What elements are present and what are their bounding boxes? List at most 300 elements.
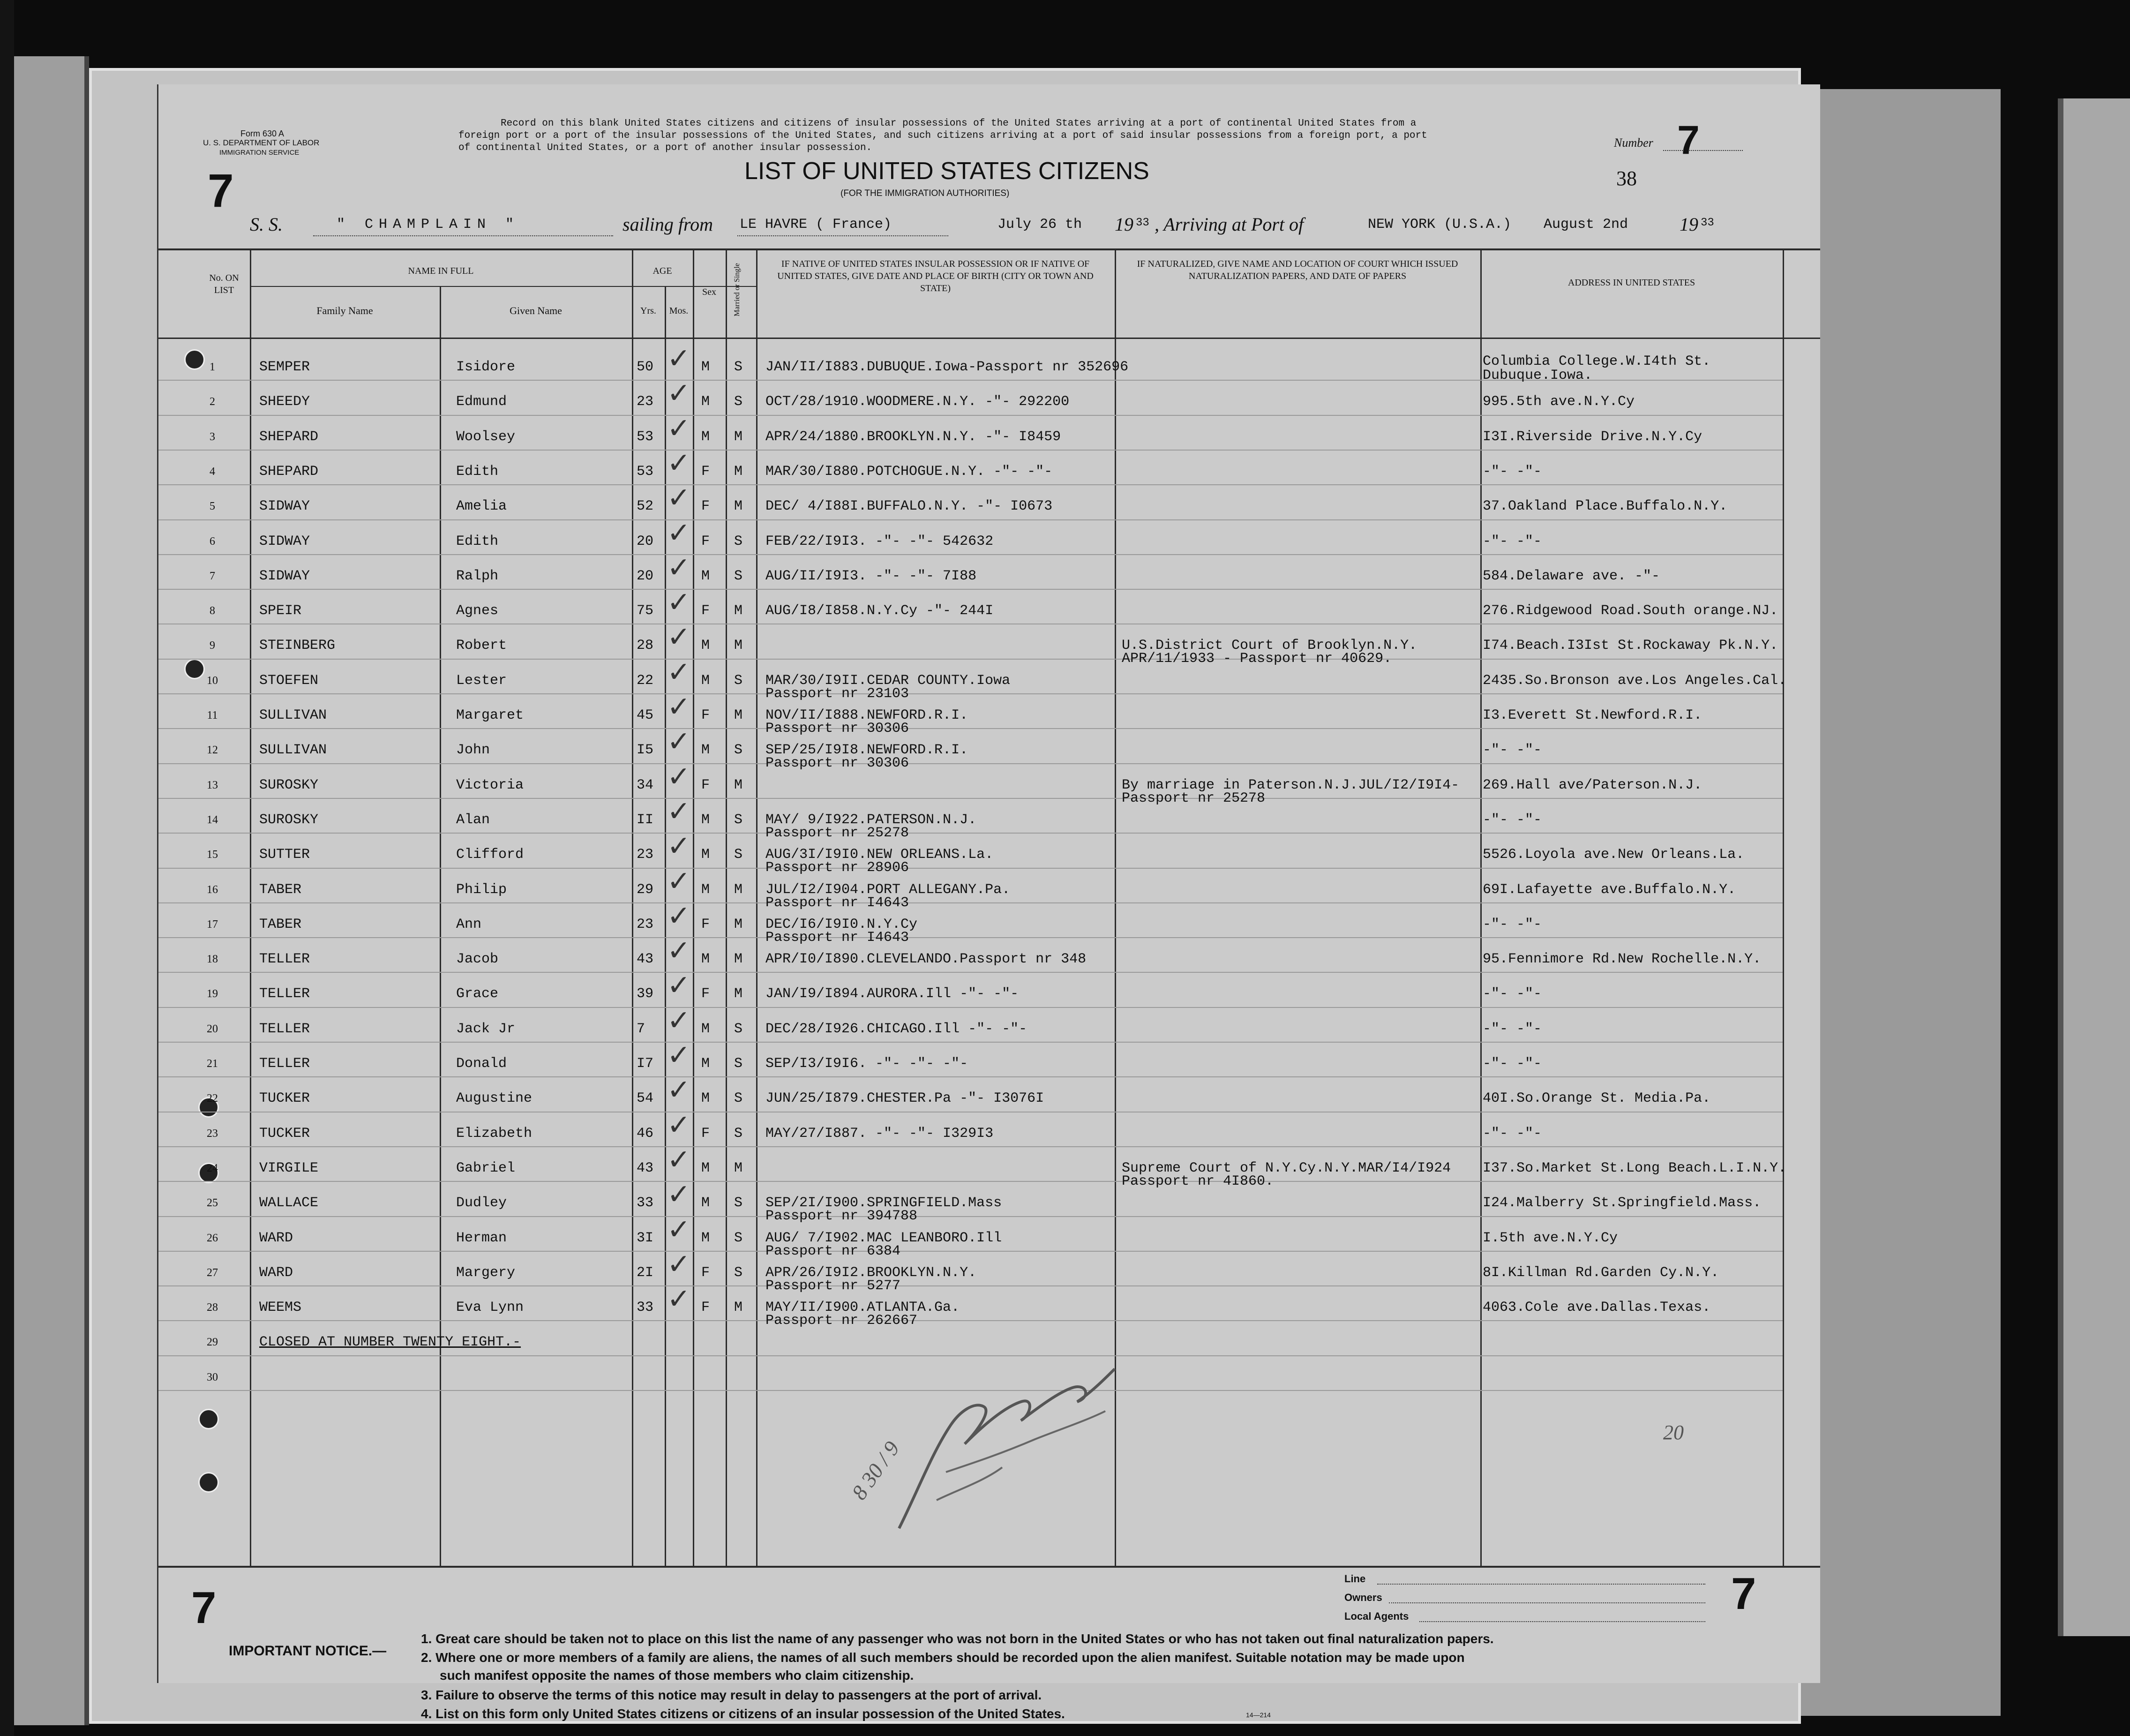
birth-info: OCT/28/1910.WOODMERE.N.Y. -"- 292200: [765, 394, 1070, 410]
given-name: Woolsey: [456, 428, 516, 445]
tick-mark: ✓: [667, 899, 691, 932]
birth-info-line2: Passport nr 6384: [765, 1243, 901, 1259]
header-native: IF NATIVE OF UNITED STATES INSULAR POSSESSION OR IF NATIVE OF UNITED STATES, GIVE DATE AND PLACE OF BIRTH (CITY OR TOWN AND STATE): [777, 259, 1094, 293]
sex: M: [701, 1160, 710, 1176]
table-row-rule: [158, 728, 1783, 729]
family-name: WEEMS: [259, 1300, 302, 1316]
age-years: 23: [637, 916, 654, 932]
marital-status: M: [734, 638, 743, 654]
tick-mark: ✓: [667, 1213, 691, 1246]
birth-info: FEB/22/I9I3. -"- -"- 542632: [765, 533, 994, 549]
given-name: Herman: [456, 1230, 507, 1246]
birth-info-line2: Passport nr 5277: [765, 1278, 901, 1294]
intro-line2: foreign port or a port of the insular possessions of the United States, and such citizens arriving at a port of said insular possessions from a foreign port, a port: [458, 130, 1427, 141]
birth-info: JUL/I2/I904.PORT ALLEGANY.Pa.: [765, 881, 1011, 898]
us-address: -"- -"-: [1483, 742, 1542, 759]
tick-mark: ✓: [667, 1283, 691, 1316]
tick-mark: ✓: [667, 795, 691, 828]
tick-mark: ✓: [667, 934, 691, 968]
us-address: 37.Oakland Place.Buffalo.N.Y.: [1483, 498, 1728, 515]
sex: M: [701, 428, 710, 445]
family-name: TUCKER: [259, 1090, 310, 1107]
year-suffix-2: 33: [1701, 217, 1714, 229]
age-years: I7: [637, 1056, 654, 1072]
to-port: NEW YORK (U.S.A.): [1368, 217, 1512, 233]
birth-info-line2: Passport nr 30306: [765, 755, 909, 772]
marital-status: S: [734, 1195, 743, 1211]
row-number: 5: [210, 500, 215, 513]
family-name: SIDWAY: [259, 568, 310, 584]
birth-info: AUG/ 7/I902.MAC LEANBORO.Ill: [765, 1230, 1002, 1246]
given-name: Robert: [456, 638, 507, 654]
birth-info: MAR/30/I880.POTCHOGUE.N.Y. -"- -"-: [765, 463, 1053, 480]
col-rule: [1783, 248, 1784, 1566]
sheet-number-left: 7: [208, 165, 234, 217]
family-name: CLOSED AT NUMBER TWENTY EIGHT.-: [259, 1334, 521, 1351]
tick-mark: ✓: [667, 1143, 691, 1176]
table-row-rule: [158, 868, 1783, 869]
us-address-line2: Dubuque.Iowa.: [1483, 368, 1593, 383]
table-row-rule: [158, 1007, 1783, 1008]
pencil-note: 20: [1663, 1421, 1684, 1444]
table-row-rule: [158, 659, 1783, 660]
sex: M: [701, 1230, 710, 1246]
notice-2a: 2. Where one or more members of a family are aliens, the names of all such members should be recorded upon the alien manifest. Suitable notation may be made upon: [421, 1650, 1465, 1665]
family-name: SEMPER: [259, 359, 310, 375]
given-name: Grace: [456, 986, 499, 1002]
table-row-rule: [158, 519, 1783, 520]
age-years: 23: [637, 847, 654, 863]
ship-name: " CHAMPLAIN ": [337, 217, 520, 233]
row-number: 16: [207, 883, 218, 896]
us-address: -"- -"-: [1483, 916, 1542, 932]
us-address: 995.5th ave.N.Y.Cy: [1483, 394, 1635, 410]
sex: F: [701, 533, 710, 549]
row-number: 1: [210, 361, 215, 373]
row-number: 6: [210, 535, 215, 548]
header-naturalized: IF NATURALIZED, GIVE NAME AND LOCATION OF COURT WHICH ISSUED NATURALIZATION PAPERS, AND DATE OF PAPERS: [1137, 259, 1458, 281]
header-address: ADDRESS IN UNITED STATES: [1568, 278, 1695, 288]
age-years: 28: [637, 638, 654, 654]
col-rule: [756, 248, 758, 1566]
tick-mark: ✓: [667, 516, 691, 549]
birth-info: DEC/ 4/I88I.BUFFALO.N.Y. -"- I0673: [765, 498, 1053, 515]
sex: F: [701, 986, 710, 1002]
agents-label: Local Agents: [1344, 1610, 1409, 1622]
age-years: 20: [637, 533, 654, 549]
row-number: 14: [207, 813, 218, 826]
col-rule: [440, 286, 441, 1566]
notice-title: IMPORTANT NOTICE.—: [229, 1643, 387, 1659]
family-name: TUCKER: [259, 1125, 310, 1142]
birth-info: AUG/3I/I9I0.NEW ORLEANS.La.: [765, 847, 994, 863]
table-row-rule: [158, 1285, 1783, 1286]
sex: M: [701, 1021, 710, 1037]
signature-drawing: [880, 1350, 1124, 1547]
adjacent-page-left: [14, 56, 89, 1725]
us-address: 69I.Lafayette ave.Buffalo.N.Y.: [1483, 881, 1736, 898]
marital-status: M: [734, 463, 743, 480]
birth-info-line2: Passport nr 394788: [765, 1208, 918, 1225]
header-married-single: Married or Single: [733, 263, 741, 316]
family-name: SULLIVAN: [259, 742, 327, 759]
sex: M: [701, 812, 710, 828]
marital-status: M: [734, 603, 743, 619]
table-row-rule: [158, 484, 1783, 485]
given-name: Clifford: [456, 847, 524, 863]
table-row-rule: [158, 1042, 1783, 1043]
us-address: Columbia College.W.I4th St.: [1483, 353, 1711, 369]
us-address: I3.Everett St.Newford.R.I.: [1483, 707, 1702, 723]
us-address: I74.Beach.I3Ist St.Rockaway Pk.N.Y.: [1483, 638, 1778, 654]
header-mos: Mos.: [669, 306, 689, 316]
table-row-rule: [158, 1216, 1783, 1217]
sex: F: [701, 1300, 710, 1316]
header-bottom-rule: [158, 338, 1820, 339]
page-subtitle: (FOR THE IMMIGRATION AUTHORITIES): [840, 188, 1010, 198]
sex: F: [701, 463, 710, 480]
row-number: 23: [207, 1127, 218, 1140]
marital-status: M: [734, 881, 743, 898]
marital-status: M: [734, 1300, 743, 1316]
tick-mark: ✓: [667, 830, 691, 863]
tick-mark: ✓: [667, 655, 691, 689]
age-years: 43: [637, 1160, 654, 1176]
header-given-name: Given Name: [510, 305, 562, 316]
tick-mark: ✓: [667, 725, 691, 759]
birth-info: APR/26/I9I2.BROOKLYN.N.Y.: [765, 1264, 977, 1281]
age-years: II: [637, 812, 654, 828]
marital-status: S: [734, 1090, 743, 1107]
birth-info: JAN/II/I883.DUBUQUE.Iowa-Passport nr 352696: [765, 359, 1129, 375]
age-years: 53: [637, 428, 654, 445]
intro-line1: Record on this blank United States citizens and citizens of insular possessions of the United States arriving at a port of continental United States from a: [501, 118, 1417, 129]
tick-mark: ✓: [667, 1074, 691, 1107]
row-number: 17: [207, 918, 218, 931]
name-header-rule: [250, 286, 756, 287]
birth-info: SEP/2I/I900.SPRINGFIELD.Mass: [765, 1195, 1002, 1211]
family-name: WARD: [259, 1230, 293, 1246]
table-row-rule: [158, 589, 1783, 590]
sex: M: [701, 1056, 710, 1072]
marital-status: S: [734, 533, 743, 549]
tick-mark: ✓: [667, 1108, 691, 1142]
sex: M: [701, 672, 710, 689]
sex: M: [701, 881, 710, 898]
notice-3: 3. Failure to observe the terms of this notice may result in delay to passengers at the port of arrival.: [421, 1688, 1042, 1702]
birth-info: APR/I0/I890.CLEVELANDO.Passport nr 348: [765, 951, 1087, 968]
sex: M: [701, 394, 710, 410]
marital-status: S: [734, 1021, 743, 1037]
naturalization-info: Supreme Court of N.Y.Cy.N.Y.MAR/I4/I924: [1122, 1160, 1451, 1176]
row-number: 29: [207, 1336, 218, 1349]
given-name: Donald: [456, 1056, 507, 1072]
naturalization-info-line2: Passport nr 4I860.: [1122, 1173, 1274, 1189]
marital-status: S: [734, 359, 743, 375]
marital-status: M: [734, 498, 743, 515]
age-years: 33: [637, 1300, 654, 1316]
sex: F: [701, 777, 710, 793]
birth-info-line2: Passport nr I4643: [765, 894, 909, 911]
family-name: SPEIR: [259, 603, 302, 619]
sex: M: [701, 1090, 710, 1107]
table-top-rule: [158, 248, 1820, 250]
marital-status: S: [734, 1230, 743, 1246]
ship-underline: [313, 235, 613, 236]
row-number: 18: [207, 953, 218, 966]
page-stamp: 38: [1616, 167, 1637, 190]
notice-1: 1. Great care should be taken not to place on this list the name of any passenger who was not born in the United States or who has not taken out final naturalization papers.: [421, 1631, 1494, 1646]
from-port: LE HAVRE ( France): [740, 217, 892, 233]
naturalization-info: U.S.District Court of Brooklyn.N.Y.: [1122, 638, 1418, 654]
birth-info: MAY/27/I887. -"- -"- I329I3: [765, 1125, 994, 1142]
family-name: TELLER: [259, 1056, 310, 1072]
table-row-rule: [158, 1076, 1783, 1077]
us-address: -"- -"-: [1483, 812, 1542, 828]
birth-info: MAY/ 9/I922.PATERSON.N.J.: [765, 812, 977, 828]
row-number: 8: [210, 605, 215, 617]
sex: F: [701, 1264, 710, 1281]
row-number: 12: [207, 744, 218, 757]
col-rule: [1480, 248, 1482, 1566]
table-bottom-rule: [158, 1566, 1820, 1568]
form-id-line2: U. S. DEPARTMENT OF LABOR: [203, 138, 320, 147]
row-number: 21: [207, 1058, 218, 1070]
birth-info-line2: Passport nr 23103: [765, 685, 909, 702]
us-address: 2435.So.Bronson ave.Los Angeles.Cal.: [1483, 672, 1787, 689]
given-name: Jacob: [456, 951, 499, 968]
table-row-rule: [158, 450, 1783, 451]
sex: M: [701, 847, 710, 863]
marital-status: M: [734, 777, 743, 793]
form-id-line3: IMMIGRATION SERVICE: [219, 149, 300, 157]
header-sex: Sex: [702, 287, 716, 297]
tick-mark: ✓: [667, 481, 691, 515]
sheet-number-bottom-right: 7: [1731, 1569, 1756, 1619]
notice-2b: such manifest opposite the names of those members who claim citizenship.: [440, 1668, 914, 1683]
tick-mark: ✓: [667, 342, 691, 375]
table-row-rule: [158, 1320, 1783, 1321]
birth-info: JUN/25/I879.CHESTER.Pa -"- I3076I: [765, 1090, 1044, 1107]
sex: M: [701, 359, 710, 375]
us-address: I37.So.Market St.Long Beach.L.I.N.Y.: [1483, 1160, 1787, 1176]
us-address: -"- -"-: [1483, 1125, 1542, 1142]
row-number: 28: [207, 1301, 218, 1314]
tick-mark: ✓: [667, 412, 691, 445]
sex: M: [701, 951, 710, 968]
given-name: Margery: [456, 1264, 516, 1281]
age-years: 20: [637, 568, 654, 584]
birth-info-line2: Passport nr 28906: [765, 860, 909, 876]
birth-info: SEP/I3/I9I6. -"- -"- -"-: [765, 1056, 968, 1072]
number-underline: [1663, 150, 1743, 151]
left-margin-dark: [0, 0, 14, 1736]
family-name: STEINBERG: [259, 638, 336, 654]
sail-date: July 26 th: [998, 217, 1082, 233]
adjacent-page-right: [2058, 98, 2130, 1636]
table-row-rule: [158, 798, 1783, 799]
manifest-sheet: [157, 84, 1820, 1721]
notice-4: 4. List on this form only United States citizens or citizens of an insular possession of the United States.: [421, 1706, 1065, 1721]
row-number: 13: [207, 779, 218, 791]
family-name: TELLER: [259, 1021, 310, 1037]
birth-info: NOV/II/I888.NEWFORD.R.I.: [765, 707, 968, 723]
table-row-rule: [158, 554, 1783, 555]
signature-fraction: 8 30 / 9: [847, 1436, 904, 1504]
us-address: 4063.Cole ave.Dallas.Texas.: [1483, 1300, 1711, 1316]
marital-status: M: [734, 951, 743, 968]
given-name: Edith: [456, 533, 499, 549]
given-name: Amelia: [456, 498, 507, 515]
sheet-number-bottom-left: 7: [191, 1583, 217, 1633]
tick-mark: ✓: [667, 969, 691, 1002]
year-suffix-1: 33: [1136, 217, 1149, 229]
birth-info: DEC/28/I926.CHICAGO.Ill -"- -"-: [765, 1021, 1028, 1037]
row-number: 7: [210, 570, 215, 582]
age-years: 2I: [637, 1264, 654, 1281]
birth-info: AUG/I8/I858.N.Y.Cy -"- 244I: [765, 603, 994, 619]
sex: F: [701, 1125, 710, 1142]
header-family-name: Family Name: [316, 305, 373, 316]
given-name: Edmund: [456, 394, 507, 410]
marital-status: M: [734, 707, 743, 723]
us-address: 584.Delaware ave. -"-: [1483, 568, 1660, 584]
header-age: AGE: [652, 266, 672, 276]
year-prefix-2: 19: [1680, 214, 1698, 235]
family-name: WALLACE: [259, 1195, 319, 1211]
given-name: Dudley: [456, 1195, 507, 1211]
family-name: TELLER: [259, 986, 310, 1002]
age-years: 53: [637, 463, 654, 480]
table-row-rule: [158, 937, 1783, 938]
family-name: STOEFEN: [259, 672, 319, 689]
us-address: 40I.So.Orange St. Media.Pa.: [1483, 1090, 1711, 1107]
us-address: 95.Fennimore Rd.New Rochelle.N.Y.: [1483, 951, 1762, 968]
row-number: 9: [210, 639, 215, 652]
col-rule: [726, 248, 727, 1566]
birth-info: SEP/25/I9I8.NEWFORD.R.I.: [765, 742, 968, 759]
tick-mark: ✓: [667, 1004, 691, 1037]
birth-info: MAR/30/I9II.CEDAR COUNTY.Iowa: [765, 672, 1011, 689]
family-name: SHEPARD: [259, 428, 319, 445]
tick-mark: ✓: [667, 1178, 691, 1211]
family-name: SUTTER: [259, 847, 310, 863]
table-row-rule: [158, 1181, 1783, 1182]
tick-mark: ✓: [667, 551, 691, 584]
marital-status: S: [734, 1264, 743, 1281]
number-label: Number: [1614, 136, 1653, 150]
naturalization-info-line2: Passport nr 25278: [1122, 790, 1266, 806]
agents-underline: [1419, 1621, 1705, 1622]
marital-status: S: [734, 812, 743, 828]
age-years: 3I: [637, 1230, 654, 1246]
family-name: SIDWAY: [259, 498, 310, 515]
row-number: 30: [207, 1371, 218, 1383]
family-name: SUROSKY: [259, 777, 319, 793]
us-address: 276.Ridgewood Road.South orange.NJ.: [1483, 603, 1778, 619]
table-row-rule: [158, 972, 1783, 973]
row-number: 20: [207, 1022, 218, 1035]
sex: F: [701, 498, 710, 515]
row-number: 3: [210, 430, 215, 443]
col-rule: [665, 286, 666, 1566]
row-number: 26: [207, 1232, 218, 1244]
age-years: 50: [637, 359, 654, 375]
tick-mark: ✓: [667, 691, 691, 723]
birth-info: DEC/I6/I9I0.N.Y.Cy: [765, 916, 918, 932]
marital-status: S: [734, 847, 743, 863]
table-row-rule: [158, 833, 1783, 834]
tick-mark: ✓: [667, 621, 691, 654]
number-value: 7: [1677, 118, 1700, 163]
tick-mark: ✓: [667, 446, 691, 480]
us-address: 269.Hall ave/Paterson.N.J.: [1483, 777, 1702, 793]
given-name: Ann: [456, 916, 482, 932]
given-name: Jack Jr: [456, 1021, 516, 1037]
family-name: SHEPARD: [259, 463, 319, 480]
marital-status: S: [734, 672, 743, 689]
given-name: John: [456, 742, 490, 759]
family-name: SHEEDY: [259, 394, 310, 410]
marital-status: S: [734, 568, 743, 584]
tick-mark: ✓: [667, 586, 691, 619]
tick-mark: ✓: [667, 1248, 691, 1281]
us-address: 8I.Killman Rd.Garden Cy.N.Y.: [1483, 1264, 1719, 1281]
sex: F: [701, 707, 710, 723]
age-years: 54: [637, 1090, 654, 1107]
row-number: 2: [210, 396, 215, 408]
age-years: 75: [637, 603, 654, 619]
from-underline: [737, 235, 948, 236]
header-name-in-full: NAME IN FULL: [408, 266, 474, 276]
row-number: 25: [207, 1197, 218, 1210]
col-rule: [632, 248, 633, 1566]
birth-info-line2: Passport nr 30306: [765, 721, 909, 736]
intro-line3: of continental United States, or a port of another insular possession.: [458, 143, 872, 153]
ss-label: S. S.: [250, 214, 283, 235]
us-address: -"- -"-: [1483, 463, 1542, 480]
table-row-rule: [158, 693, 1783, 694]
given-name: Margaret: [456, 707, 524, 723]
sex: F: [701, 916, 710, 932]
marital-status: M: [734, 428, 743, 445]
age-years: 46: [637, 1125, 654, 1142]
row-number: 22: [207, 1092, 218, 1105]
us-address: -"- -"-: [1483, 1021, 1542, 1037]
age-years: 22: [637, 672, 654, 689]
table-row-rule: [158, 902, 1783, 903]
header-no-on-list: No. ON LIST: [209, 273, 239, 295]
us-address: 5526.Loyola ave.New Orleans.La.: [1483, 847, 1745, 863]
family-name: TABER: [259, 881, 302, 898]
birth-info: JAN/I9/I894.AURORA.Ill -"- -"-: [765, 986, 1019, 1002]
age-years: 7: [637, 1021, 645, 1037]
punch-hole: [198, 1409, 219, 1429]
table-row-rule: [158, 1251, 1783, 1252]
birth-info-line2: Passport nr I4643: [765, 929, 909, 946]
age-years: I5: [637, 742, 654, 759]
given-name: Eva Lynn: [456, 1300, 524, 1316]
year-prefix-1: 19: [1115, 214, 1133, 235]
marital-status: S: [734, 1056, 743, 1072]
marital-status: S: [734, 1125, 743, 1142]
marital-status: M: [734, 1160, 743, 1176]
marital-status: M: [734, 916, 743, 932]
page-right-fold: [1795, 89, 2001, 1716]
row-number: 11: [207, 709, 218, 721]
birth-info: APR/24/1880.BROOKLYN.N.Y. -"- I8459: [765, 428, 1061, 445]
row-number: 4: [210, 465, 215, 478]
